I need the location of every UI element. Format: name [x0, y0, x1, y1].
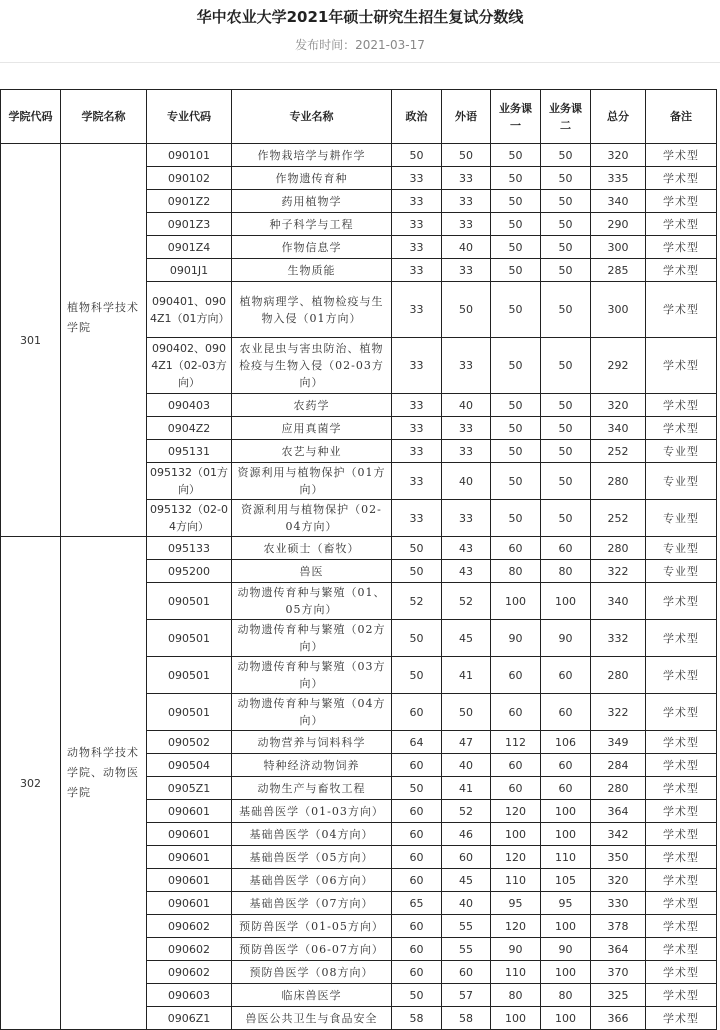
- note: 学术型: [646, 167, 717, 190]
- score-total: 364: [591, 800, 646, 823]
- score-total: 300: [591, 236, 646, 259]
- score-total: 335: [591, 167, 646, 190]
- score-total: 378: [591, 915, 646, 938]
- score-foreign: 41: [442, 657, 491, 694]
- header-politics: 政治: [392, 90, 442, 144]
- score-total: 332: [591, 620, 646, 657]
- note: 学术型: [646, 259, 717, 282]
- score-politics: 33: [392, 167, 442, 190]
- major-code: 090402、0904Z1（02-03方向）: [147, 338, 232, 394]
- header-college-code: 学院代码: [1, 90, 61, 144]
- major-name: 动物遗传育种与繁殖（02方向）: [232, 620, 392, 657]
- note: 学术型: [646, 1007, 717, 1030]
- major-name: 动物遗传育种与繁殖（01、05方向）: [232, 583, 392, 620]
- note: 专业型: [646, 463, 717, 500]
- score-course2: 105: [541, 869, 591, 892]
- score-total: 340: [591, 190, 646, 213]
- major-code: 0901J1: [147, 259, 232, 282]
- major-name: 预防兽医学（06-07方向）: [232, 938, 392, 961]
- major-code: 095132（02-04方向）: [147, 500, 232, 537]
- major-name: 作物栽培学与耕作学: [232, 144, 392, 167]
- score-politics: 33: [392, 394, 442, 417]
- score-foreign: 33: [442, 190, 491, 213]
- score-foreign: 40: [442, 394, 491, 417]
- major-name: 兽医: [232, 560, 392, 583]
- college-name: 植物科学技术学院: [61, 144, 147, 537]
- score-course2: 50: [541, 144, 591, 167]
- note: 专业型: [646, 560, 717, 583]
- score-course1: 100: [491, 583, 541, 620]
- major-code: 095132（01方向）: [147, 463, 232, 500]
- major-name: 预防兽医学（08方向）: [232, 961, 392, 984]
- score-course1: 60: [491, 657, 541, 694]
- major-name: 资源利用与植物保护（02-04方向）: [232, 500, 392, 537]
- major-code: 090501: [147, 583, 232, 620]
- score-politics: 50: [392, 657, 442, 694]
- note: 学术型: [646, 394, 717, 417]
- score-politics: 33: [392, 417, 442, 440]
- note: 学术型: [646, 984, 717, 1007]
- score-total: 290: [591, 213, 646, 236]
- publish-date: 发布时间：2021-03-17: [295, 38, 425, 52]
- score-course1: 50: [491, 463, 541, 500]
- note: 学术型: [646, 657, 717, 694]
- major-code: 0901Z4: [147, 236, 232, 259]
- score-total: 280: [591, 537, 646, 560]
- score-foreign: 52: [442, 800, 491, 823]
- score-foreign: 60: [442, 961, 491, 984]
- score-foreign: 33: [442, 338, 491, 394]
- score-course2: 50: [541, 500, 591, 537]
- score-politics: 33: [392, 190, 442, 213]
- score-course1: 110: [491, 869, 541, 892]
- score-course2: 80: [541, 984, 591, 1007]
- note: 学术型: [646, 731, 717, 754]
- score-course2: 50: [541, 394, 591, 417]
- major-name: 资源利用与植物保护（01方向）: [232, 463, 392, 500]
- major-name: 动物遗传育种与繁殖（04方向）: [232, 694, 392, 731]
- score-course2: 106: [541, 731, 591, 754]
- note: 专业型: [646, 440, 717, 463]
- score-total: 340: [591, 583, 646, 620]
- score-course2: 60: [541, 657, 591, 694]
- note: 学术型: [646, 800, 717, 823]
- score-course2: 50: [541, 440, 591, 463]
- major-name: 基础兽医学（01-03方向）: [232, 800, 392, 823]
- major-code: 0905Z1: [147, 777, 232, 800]
- college-code: 302: [1, 537, 61, 1030]
- major-name: 作物信息学: [232, 236, 392, 259]
- score-course2: 100: [541, 961, 591, 984]
- score-course2: 90: [541, 938, 591, 961]
- score-foreign: 58: [442, 1007, 491, 1030]
- score-politics: 33: [392, 500, 442, 537]
- college-code: 301: [1, 144, 61, 537]
- score-foreign: 40: [442, 754, 491, 777]
- note: 学术型: [646, 282, 717, 338]
- score-course2: 50: [541, 463, 591, 500]
- score-total: 350: [591, 846, 646, 869]
- header-course1: 业务课一: [491, 90, 541, 144]
- major-code: 090603: [147, 984, 232, 1007]
- score-foreign: 55: [442, 915, 491, 938]
- major-code: 090102: [147, 167, 232, 190]
- score-foreign: 47: [442, 731, 491, 754]
- note: 学术型: [646, 236, 717, 259]
- major-name: 药用植物学: [232, 190, 392, 213]
- score-course1: 50: [491, 500, 541, 537]
- score-politics: 33: [392, 259, 442, 282]
- score-course1: 50: [491, 236, 541, 259]
- score-course1: 50: [491, 338, 541, 394]
- major-name: 预防兽医学（01-05方向）: [232, 915, 392, 938]
- note: 学术型: [646, 620, 717, 657]
- major-name: 临床兽医学: [232, 984, 392, 1007]
- score-course1: 50: [491, 259, 541, 282]
- score-foreign: 60: [442, 846, 491, 869]
- score-foreign: 43: [442, 560, 491, 583]
- score-total: 325: [591, 984, 646, 1007]
- note: 学术型: [646, 190, 717, 213]
- score-total: 320: [591, 394, 646, 417]
- divider: [0, 62, 720, 63]
- score-course1: 60: [491, 754, 541, 777]
- score-course2: 100: [541, 915, 591, 938]
- score-foreign: 45: [442, 620, 491, 657]
- major-name: 基础兽医学（04方向）: [232, 823, 392, 846]
- score-course2: 60: [541, 694, 591, 731]
- score-course2: 60: [541, 777, 591, 800]
- score-course2: 50: [541, 190, 591, 213]
- score-course2: 50: [541, 259, 591, 282]
- score-total: 340: [591, 417, 646, 440]
- major-code: 090601: [147, 892, 232, 915]
- score-politics: 60: [392, 754, 442, 777]
- score-foreign: 43: [442, 537, 491, 560]
- page-title: 华中农业大学2021年硕士研究生招生复试分数线: [196, 8, 524, 26]
- note: 学术型: [646, 417, 717, 440]
- note: 学术型: [646, 213, 717, 236]
- table-row: [1, 537, 717, 560]
- score-course2: 100: [541, 583, 591, 620]
- score-total: 252: [591, 500, 646, 537]
- major-name: 种子科学与工程: [232, 213, 392, 236]
- major-code: 0901Z3: [147, 213, 232, 236]
- score-politics: 60: [392, 846, 442, 869]
- score-politics: 50: [392, 984, 442, 1007]
- note: 学术型: [646, 583, 717, 620]
- score-foreign: 33: [442, 213, 491, 236]
- score-course2: 60: [541, 537, 591, 560]
- score-politics: 33: [392, 440, 442, 463]
- score-foreign: 52: [442, 583, 491, 620]
- score-course1: 80: [491, 560, 541, 583]
- score-politics: 33: [392, 463, 442, 500]
- score-politics: 60: [392, 823, 442, 846]
- score-politics: 60: [392, 800, 442, 823]
- score-course1: 60: [491, 777, 541, 800]
- score-course2: 50: [541, 213, 591, 236]
- score-course2: 95: [541, 892, 591, 915]
- score-course2: 50: [541, 338, 591, 394]
- score-course2: 50: [541, 236, 591, 259]
- major-name: 动物遗传育种与繁殖（03方向）: [232, 657, 392, 694]
- score-foreign: 50: [442, 144, 491, 167]
- score-politics: 50: [392, 144, 442, 167]
- score-total: 364: [591, 938, 646, 961]
- score-course2: 90: [541, 620, 591, 657]
- major-name: 兽医公共卫生与食品安全: [232, 1007, 392, 1030]
- note: 学术型: [646, 777, 717, 800]
- note: 学术型: [646, 869, 717, 892]
- score-total: 300: [591, 282, 646, 338]
- score-course2: 110: [541, 846, 591, 869]
- major-name: 农艺与种业: [232, 440, 392, 463]
- score-total: 292: [591, 338, 646, 394]
- score-course1: 90: [491, 620, 541, 657]
- score-course2: 50: [541, 282, 591, 338]
- score-total: 322: [591, 560, 646, 583]
- score-foreign: 46: [442, 823, 491, 846]
- score-total: 280: [591, 657, 646, 694]
- major-code: 0901Z2: [147, 190, 232, 213]
- major-code: 090501: [147, 694, 232, 731]
- score-course1: 50: [491, 144, 541, 167]
- header-major-name: 专业名称: [232, 90, 392, 144]
- score-course1: 50: [491, 394, 541, 417]
- header-total: 总分: [591, 90, 646, 144]
- score-course2: 50: [541, 417, 591, 440]
- score-politics: 60: [392, 694, 442, 731]
- score-total: 370: [591, 961, 646, 984]
- table-row: [1, 144, 717, 167]
- score-foreign: 40: [442, 236, 491, 259]
- score-course1: 50: [491, 190, 541, 213]
- score-total: 252: [591, 440, 646, 463]
- note: 专业型: [646, 537, 717, 560]
- score-foreign: 50: [442, 282, 491, 338]
- major-name: 植物病理学、植物检疫与生物入侵（01方向）: [232, 282, 392, 338]
- score-course1: 112: [491, 731, 541, 754]
- major-name: 生物质能: [232, 259, 392, 282]
- major-code: 090501: [147, 657, 232, 694]
- score-total: 284: [591, 754, 646, 777]
- header-course2: 业务课二: [541, 90, 591, 144]
- major-name: 农业硕士（畜牧）: [232, 537, 392, 560]
- note: 学术型: [646, 754, 717, 777]
- note: 专业型: [646, 500, 717, 537]
- major-code: 090601: [147, 800, 232, 823]
- score-politics: 33: [392, 338, 442, 394]
- score-course1: 60: [491, 694, 541, 731]
- major-name: 应用真菌学: [232, 417, 392, 440]
- note: 学术型: [646, 694, 717, 731]
- score-foreign: 50: [442, 694, 491, 731]
- score-course1: 80: [491, 984, 541, 1007]
- header-foreign: 外语: [442, 90, 491, 144]
- score-foreign: 41: [442, 777, 491, 800]
- score-politics: 60: [392, 961, 442, 984]
- major-code: 090501: [147, 620, 232, 657]
- score-course1: 100: [491, 1007, 541, 1030]
- score-foreign: 40: [442, 463, 491, 500]
- score-course1: 50: [491, 167, 541, 190]
- score-politics: 65: [392, 892, 442, 915]
- score-course1: 110: [491, 961, 541, 984]
- score-politics: 60: [392, 938, 442, 961]
- score-politics: 50: [392, 537, 442, 560]
- major-name: 农业昆虫与害虫防治、植物检疫与生物入侵（02-03方向）: [232, 338, 392, 394]
- score-course1: 50: [491, 417, 541, 440]
- score-course1: 60: [491, 537, 541, 560]
- score-foreign: 40: [442, 892, 491, 915]
- major-name: 基础兽医学（06方向）: [232, 869, 392, 892]
- score-foreign: 33: [442, 167, 491, 190]
- major-code: 095133: [147, 537, 232, 560]
- major-code: 090502: [147, 731, 232, 754]
- note: 学术型: [646, 961, 717, 984]
- score-course1: 95: [491, 892, 541, 915]
- score-course2: 100: [541, 823, 591, 846]
- major-code: 090504: [147, 754, 232, 777]
- header-row: [1, 90, 717, 144]
- score-total: 342: [591, 823, 646, 846]
- score-politics: 64: [392, 731, 442, 754]
- score-total: 330: [591, 892, 646, 915]
- major-code: 090602: [147, 938, 232, 961]
- major-name: 农药学: [232, 394, 392, 417]
- major-code: 090401、0904Z1（01方向）: [147, 282, 232, 338]
- major-name: 基础兽医学（07方向）: [232, 892, 392, 915]
- score-foreign: 33: [442, 417, 491, 440]
- score-course1: 120: [491, 915, 541, 938]
- score-total: 320: [591, 144, 646, 167]
- header-note: 备注: [646, 90, 717, 144]
- major-name: 基础兽医学（05方向）: [232, 846, 392, 869]
- major-code: 090101: [147, 144, 232, 167]
- major-code: 090601: [147, 846, 232, 869]
- major-name: 动物营养与饲料科学: [232, 731, 392, 754]
- major-name: 作物遗传育种: [232, 167, 392, 190]
- note: 学术型: [646, 846, 717, 869]
- note: 学术型: [646, 823, 717, 846]
- score-total: 280: [591, 463, 646, 500]
- major-code: 0904Z2: [147, 417, 232, 440]
- score-total: 320: [591, 869, 646, 892]
- note: 学术型: [646, 144, 717, 167]
- score-politics: 33: [392, 236, 442, 259]
- score-foreign: 57: [442, 984, 491, 1007]
- table-body: [1, 144, 717, 1030]
- note: 学术型: [646, 938, 717, 961]
- major-code: 095200: [147, 560, 232, 583]
- score-politics: 33: [392, 282, 442, 338]
- score-politics: 50: [392, 620, 442, 657]
- score-foreign: 33: [442, 440, 491, 463]
- score-course2: 80: [541, 560, 591, 583]
- score-course1: 100: [491, 823, 541, 846]
- score-course1: 50: [491, 213, 541, 236]
- score-total: 366: [591, 1007, 646, 1030]
- score-foreign: 33: [442, 259, 491, 282]
- score-course2: 60: [541, 754, 591, 777]
- major-code: 090602: [147, 915, 232, 938]
- score-course1: 120: [491, 846, 541, 869]
- college-name: 动物科学技术学院、动物医学院: [61, 537, 147, 1030]
- score-politics: 52: [392, 583, 442, 620]
- score-course1: 120: [491, 800, 541, 823]
- major-code: 090403: [147, 394, 232, 417]
- major-name: 动物生产与畜牧工程: [232, 777, 392, 800]
- score-politics: 60: [392, 915, 442, 938]
- score-politics: 50: [392, 560, 442, 583]
- note: 学术型: [646, 892, 717, 915]
- major-code: 0906Z1: [147, 1007, 232, 1030]
- score-total: 280: [591, 777, 646, 800]
- score-total: 285: [591, 259, 646, 282]
- score-course2: 50: [541, 167, 591, 190]
- score-foreign: 45: [442, 869, 491, 892]
- score-foreign: 55: [442, 938, 491, 961]
- score-politics: 60: [392, 869, 442, 892]
- score-course2: 100: [541, 1007, 591, 1030]
- score-course1: 50: [491, 282, 541, 338]
- major-code: 095131: [147, 440, 232, 463]
- score-course1: 90: [491, 938, 541, 961]
- note: 学术型: [646, 338, 717, 394]
- score-total: 349: [591, 731, 646, 754]
- score-total: 322: [591, 694, 646, 731]
- score-politics: 50: [392, 777, 442, 800]
- score-course2: 100: [541, 800, 591, 823]
- score-politics: 58: [392, 1007, 442, 1030]
- major-code: 090601: [147, 823, 232, 846]
- header-major-code: 专业代码: [147, 90, 232, 144]
- score-table: [0, 89, 717, 1030]
- score-politics: 33: [392, 213, 442, 236]
- note: 学术型: [646, 915, 717, 938]
- major-code: 090602: [147, 961, 232, 984]
- major-code: 090601: [147, 869, 232, 892]
- major-name: 特种经济动物饲养: [232, 754, 392, 777]
- score-course1: 50: [491, 440, 541, 463]
- header-college-name: 学院名称: [61, 90, 147, 144]
- score-foreign: 33: [442, 500, 491, 537]
